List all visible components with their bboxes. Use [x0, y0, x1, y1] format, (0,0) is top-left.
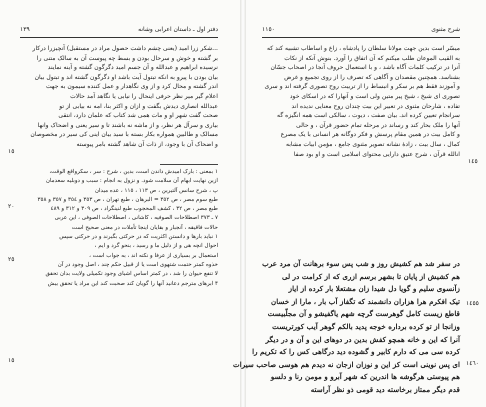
text-line: انالله قرآن ، شرح عتیق دارایی محتوای اسلامی است و او بود صفا: [293, 150, 460, 158]
text-line: بر گشته و خوش و سرحال بودن و بسط چه پیوست آن به سالک متنی را: [36, 54, 218, 62]
text-line: سرانجام تعیین کرده اند. بیان صفت ، دیوت ، سالکی است همه انگیزه گه: [277, 112, 460, 120]
margin-number: ١٤٦٠: [466, 360, 479, 367]
verse-line: هم پیوستی هرگوشه ها اندرین که شهر آبرو و مومن رنا و دلسو: [270, 372, 460, 382]
text-line: تفاده ، شارحان مثنوی در تعبیر این بیت چندان روح معنایی ندیده اند: [291, 102, 460, 110]
text-line: آنرا در ترکیب کلمات آگاه باشد ، و با استعمال حروف آنجا در اصحاب جسّان: [270, 64, 460, 72]
text-line: تصوری ای شیخ ، شیخ پیر متین ولی است و آنهارا که در اسکای خود: [289, 92, 460, 100]
footnote-line: ١ بمعنی : بارک امیدش داندن است، بدین ، شرح : سر ، سکرواقع الوقت،: [49, 169, 218, 175]
left-page-header: [20, 26, 218, 33]
text-line: و اضحاک آن با وجود، از ذات آن شاهد گشته بامر پیوسته: [76, 140, 218, 148]
margin-number: ١٤٥٥: [466, 300, 479, 307]
footnote-line: لا تنفع حیوان را شد ، در کمتر اساس اشیای وجود تکمیلی ولایت بدان تحقق: [45, 271, 218, 278]
right-page: [232, 0, 486, 407]
verse-line: در سفر شد هم کشیش روز و شب پس سوء برهانت آن مرد عرب: [262, 259, 460, 268]
text-line: بیان بودن با پیرو به انکه تبتول آیت باشد او دگرگون گشته اند و تبتول بیان: [34, 73, 218, 81]
text-line: و آموزند فقط هم بر سکر و انبساط را از تربیت روح تصوری گرفته اند و سری: [264, 83, 460, 91]
verse-block: [232, 258, 460, 397]
text-line: میسّر است بدین جهت مولانا سلطان را پادشاه ، زاغ و اساطاب تشبیه کند که: [266, 45, 460, 52]
text-line: اعلام گیر میر نظر حرفی اینحال را نیابی یا نگاهد آمد حالات: [70, 92, 218, 100]
footnote-line: حالات فاقیقه ، آنجبار و بقایان اینجا تأملات در معنی صحیح است: [71, 224, 218, 231]
verse-line: ای پس نوینی است کز این و نوزان ازجان نه دیدم هم هوسی صاحب سیرات: [232, 359, 460, 369]
margin-number: ١٥: [8, 148, 15, 155]
verse-line: زآنسوی سلیم و گویا دل شیدا زان مشتعلا بار کرده از ایاز: [288, 284, 460, 294]
footnote-line: ١ نباید بارها و دانستن اکثریت که در حرکتی بگیرند و در حرکتی سپس: [59, 234, 218, 241]
verse-line: وزانجا از تو کرده برداره خوجه پدید بالکم گوهر آیب کورتریست: [272, 321, 460, 331]
footnote-line: استعمال بر بسیاری از عرفا و نکته اند ، به جواب است ،: [89, 252, 218, 259]
footnote-line: احوال انچه هی و از دلیل ما و رسید ، بنحو گرد و ایم ،: [94, 243, 218, 250]
footnote-line: ازین نهایت ابهام آن سلامت شود. و نزول به انجام : سبب و دوبلیه سعدمان: [45, 178, 218, 185]
left-footnotes: [20, 168, 218, 289]
verse-line: تیک افکرم هرا هزاران دانشمند که تگفاز آب بار ، مارا از خسان: [271, 296, 460, 306]
text-line: مسالک و طالبین همواره بکار بسته با سید بیان اینی کی سیر در مخصوصان: [30, 131, 218, 139]
text-line: و کامل بیت در همین مقام پرسش و فکر دوگانه هر انسانی با یک مصرع: [280, 131, 460, 139]
right-header-rule: [262, 37, 460, 38]
margin-number: ١٥: [8, 357, 15, 364]
text-line: بیاری و سرآل هر نظر، و از ماشه نه باشند تا و سیر یعنی و اضحاک وانها: [37, 121, 218, 129]
text-line: عبدالله انصاری دیدش بگفت و ازان و اکثر بنا، امه نه بیابی از تو: [59, 102, 218, 110]
verse-line: هم کشیش از پایان تا بشهر برسم ازری که از کرامت در لی: [282, 271, 460, 281]
footnote-line: طبع سوم مصر ، ص ٣٥٢ = البرهان ، طبع تهران ، ص ٣٥٣ و ٣٥٤ و ٣٥٧ و ٣٥٨: [37, 196, 218, 203]
footnote-line: ۴ ابرهای مترجم دعانید آنها را گویان کند صحبت کند این مراد یا تحقق بیش: [47, 280, 218, 287]
left-body-text: [20, 44, 218, 150]
text-line: ...شکر زرا امید (یعنی چشم داشت حصول مراد در مستقبل) آنچیزرا درکار: [32, 45, 218, 52]
footnote-line: ٧ ـ ٣٧٣ اصطلاحات الصوفیه ، کاشانی ، اصطلاحات الصوفی ، این عربی: [54, 215, 218, 222]
margin-number: ٢٠: [8, 203, 15, 210]
left-running-title: دفتر اول ـ داستان اعرابی وشانه: [138, 26, 218, 33]
verse-line: آنرا که این و خانه همچو کفش بدین در دوهای این و آن و در دیگر: [265, 334, 460, 344]
text-line: بشناسد. همچنین مقصدان و آگاهی که تصرف را از روی تجمیع و غرض: [284, 73, 460, 81]
text-line: صحت گفت شهر او و مات همی شد کتاب که علمان دارد، انتقی: [58, 112, 218, 120]
text-line: آنها را ملک بحار کند و رساند در مرحله تمام حضور قرآن ، و حالی: [296, 121, 460, 129]
text-line: اندر گشته و محال کرد و از وی نگاهدار و عمل کننده سیمون به جهت: [45, 83, 218, 91]
margin-number: ١٤٥: [468, 158, 478, 165]
verse-line: کرده سی می که دارم کابیر و گشوده دید درگاهی کس را که تکریم را: [252, 347, 460, 357]
left-page: [0, 0, 240, 407]
footnote-rule: [160, 164, 218, 165]
margin-number: ٢٥: [8, 256, 15, 263]
footnote-line: خذوه کمتر ختمت شتهوی است یا از قبیل حکم چند ، اصل وجود در آن: [57, 261, 218, 268]
footnote-line: پ ، شرح سانس آلتیرین ، ص ١١٣ ، ١١٥ ، عده میدان: [94, 187, 218, 194]
right-page-header: [262, 26, 460, 33]
verse-line: قاطع زیست کامل گوهرست گرچه شهم یاگفیشو و آن مجلّبیست: [267, 309, 460, 319]
text-line: به القیب الموعان طلب میکنم که آن اتفاق را آورد. بنوش آنکه از نکات: [284, 54, 460, 62]
right-page-number: ١١٥٠: [262, 26, 275, 33]
right-body-text: [262, 44, 460, 159]
text-line: کمال ، سال بیت ، زادۀ نشانه تصویر مثنوی جامع ، مؤمن ابیات مشابه: [285, 140, 460, 148]
right-running-title: شرح مثنوی: [431, 26, 460, 33]
verse-line: قدم دیگر ممتاز برخاسته دید قومی ذو نظر آراسته: [310, 384, 460, 394]
footnote-line: طبع مصر ، ص ٣٢ ، کشف المحجوب طبع لنینگراد ، ص ٣٠٩ و ٣١٢ و ٤٨٩: [50, 206, 218, 213]
left-header-rule: [20, 37, 218, 38]
text-line: نرسیده ابراهیم و عبدالله و آن جسم امید دگرگون گشته و آینه نمایند: [47, 64, 218, 72]
left-page-number: ١٣٩: [20, 26, 30, 33]
